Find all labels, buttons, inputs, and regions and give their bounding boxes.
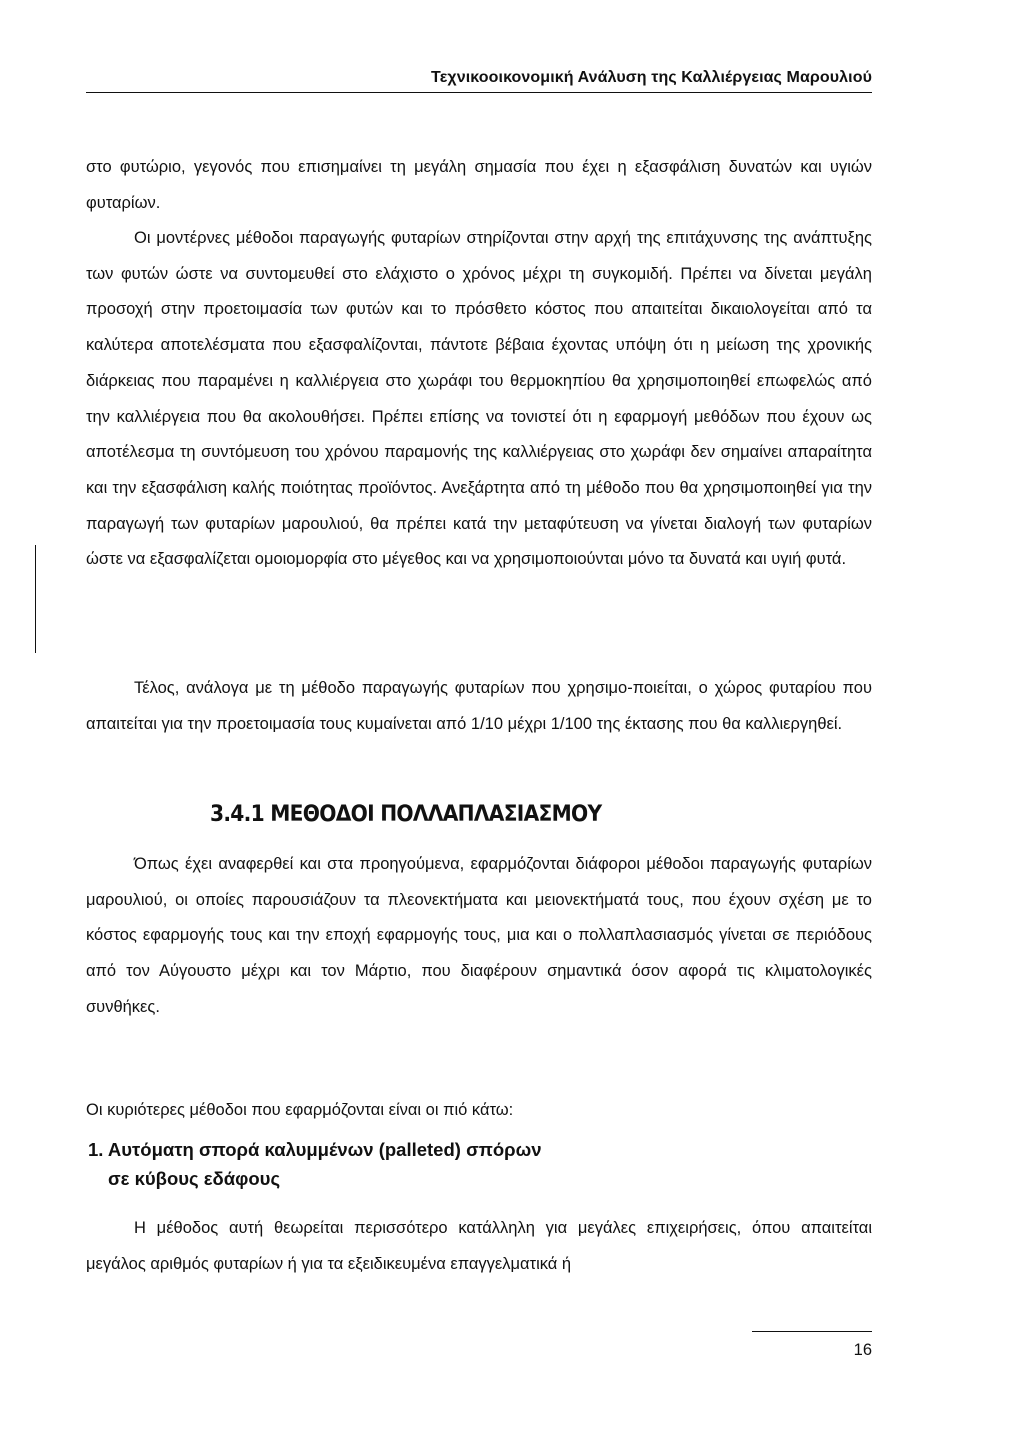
body-paragraph-1: στο φυτώριο, γεγονός που επισημαίνει τη μεγάλη σημασία που έχει η εξασφάλιση δυνατών και υγιών φυταρίων.	[86, 158, 872, 212]
margin-change-bar	[35, 545, 36, 653]
running-header: Τεχνικοοικονομική Ανάλυση της Καλλιέργειας Μαρουλιού	[431, 69, 872, 86]
method-1-paragraph: Η μέθοδος αυτή θεωρείται περισσότερο κατάλληλη για μεγάλες επιχειρήσεις, όπου απαιτείται μεγάλος αριθμός φυταρίων ή για τα εξειδικευμένα επαγγελματικά ή	[86, 1219, 872, 1273]
body-paragraph-2: Οι μοντέρνες μέθοδοι παραγωγής φυταρίων στηρίζονται στην αρχή της επιτάχυνσης της ανάπτυξης των φυτών ώστε να συντομευθεί στο ελάχιστο ο χρόνος μέχρι τη συγκομιδή. Πρέπει να δίνεται μεγάλη προσοχή στην προετοιμασία των φυτών και το πρόσθετο κόστος που απαιτείται δικαιολογείται από τα καλύτερα αποτελέσματα που εξασφαλίζονται, πάντοτε βέβαια έχοντας υπόψη ότι η μείωση της χρονικής διάρκειας που παραμένει η καλλιέργεια στο χωράφι του θερμοκηπίου θα χρησιμοποιηθεί επωφελώς από την καλλιέργεια που θα ακολουθήσει. Πρέπει επίσης να τονιστεί ότι η εφαρμογή μεθόδων που έχουν ως αποτέλεσμα τη συντόμευση του χρόνου παραμονής της καλλιέργειας στο χωράφι δεν σημαίνει απαραίτητα και την εξασφάλιση καλής ποιότητας προϊόντος. Ανεξάρτητα από τη μέθοδο που θα χρησιμοποιηθεί για την παραγωγή των φυταρίων μαρουλιού, θα πρέπει κατά την μεταφύτευση να γίνεται διαλογή των φυταρίων ώστε να εξασφαλίζεται ομοιομορφία στο μέγεθος και να χρησιμοποιούνται μόνο τα δυνατά και υγιή φυτά.	[86, 229, 872, 569]
section-heading: 3.4.1 ΜΕΘΟΔΟΙ ΠΟΛΛΑΠΛΑΣΙΑΣΜΟΥ	[210, 802, 602, 827]
body-paragraph-3: Τέλος, ανάλογα με τη μέθοδο παραγωγής φυταρίων που χρησιμο-ποιείται, ο χώρος φυταρίου που απαιτείται για την προετοιμασία τους κυμαίνεται από 1/10 μέχρι 1/100 της έκτασης που θα καλλιεργηθεί.	[86, 679, 872, 733]
page-number: 16	[853, 1341, 872, 1359]
methods-intro: Οι κυριότερες μέθοδοι που εφαρμόζονται είναι οι πιό κάτω:	[86, 1101, 514, 1119]
method-1-heading-line2: σε κύβους εδάφους	[108, 1168, 281, 1189]
header-rule	[86, 92, 872, 93]
section-paragraph-1: Όπως έχει αναφερθεί και στα προηγούμενα, εφαρμόζονται διάφοροι μέθοδοι παραγωγής φυταρίων μαρουλιού, οι οποίες παρουσιάζουν τα πλεονεκτήματα και μειονεκτήματά τους, που έχουν σχέση με το κόστος εφαρμογής τους και την εποχή εφαρμογής τους, μια και ο πολλαπλασιασμός γίνεται σε περιόδους από τον Αύγουστο μέχρι και τον Μάρτιο, που διαφέρουν σημαντικά όσον αφορά τις κλιματολογικές συνθήκες.	[86, 855, 872, 1016]
method-1-heading	[88, 1135, 874, 1193]
method-1-heading-line1: 1. Αυτόματη σπορά καλυμμένων (palleted) σπόρων	[88, 1139, 542, 1160]
footer-rule	[752, 1331, 872, 1332]
